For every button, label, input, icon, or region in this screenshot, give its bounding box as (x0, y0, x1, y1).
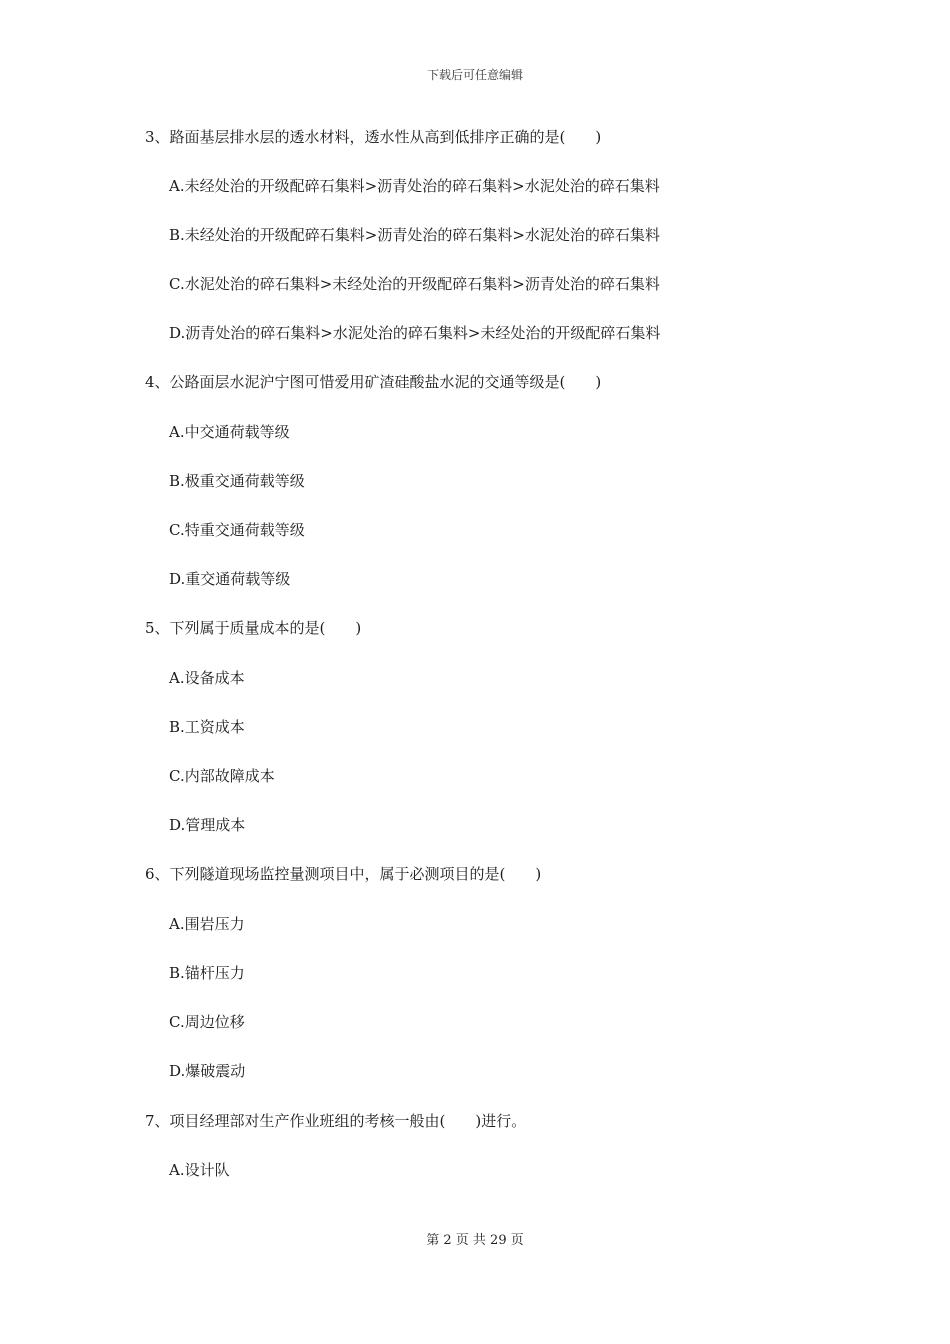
question-6-option-b: B.锚杆压力 (169, 964, 245, 982)
question-5-option-c: C.内部故障成本 (169, 767, 275, 785)
question-6-option-c: C.周边位移 (169, 1013, 245, 1031)
question-4-option-c: C.特重交通荷载等级 (169, 521, 305, 539)
question-3-option-a: A.未经处治的开级配碎石集料>沥青处治的碎石集料>水泥处治的碎石集料 (169, 177, 660, 195)
question-7-option-a: A.设计队 (169, 1161, 230, 1179)
question-6-option-d: D.爆破震动 (169, 1062, 246, 1080)
question-4-option-d: D.重交通荷载等级 (169, 570, 291, 588)
question-4-option-a: A.中交通荷载等级 (169, 423, 290, 441)
question-5-option-a: A.设备成本 (169, 669, 245, 687)
page-header: 下载后可任意编辑 (426, 68, 523, 82)
question-6-stem: 6、下列隧道现场监控量测项目中，属于必测项目的是( ) (145, 865, 542, 883)
question-5-stem: 5、下列属于质量成本的是( ) (145, 619, 362, 637)
question-5-option-b: B.工资成本 (169, 718, 245, 736)
question-3-stem: 3、路面基层排水层的透水材料，透水性从高到低排序正确的是( ) (145, 128, 602, 146)
question-5-option-d: D.管理成本 (169, 816, 246, 834)
question-4-stem: 4、公路面层水泥沪宁图可惜爱用矿渣硅酸盐水泥的交通等级是( ) (145, 373, 602, 391)
question-3-option-c: C.水泥处治的碎石集料>未经处治的开级配碎石集料>沥青处治的碎石集料 (169, 275, 660, 293)
page-footer: 第 2 页 共 29 页 (426, 1233, 524, 1248)
question-7-stem: 7、项目经理部对生产作业班组的考核一般由( )进行。 (145, 1112, 527, 1130)
question-3-option-b: B.未经处治的开级配碎石集料>沥青处治的碎石集料>水泥处治的碎石集料 (169, 226, 660, 244)
question-6-option-a: A.围岩压力 (169, 915, 245, 933)
question-4-option-b: B.极重交通荷载等级 (169, 472, 305, 490)
question-3-option-d: D.沥青处治的碎石集料>水泥处治的碎石集料>未经处治的开级配碎石集料 (169, 324, 661, 342)
